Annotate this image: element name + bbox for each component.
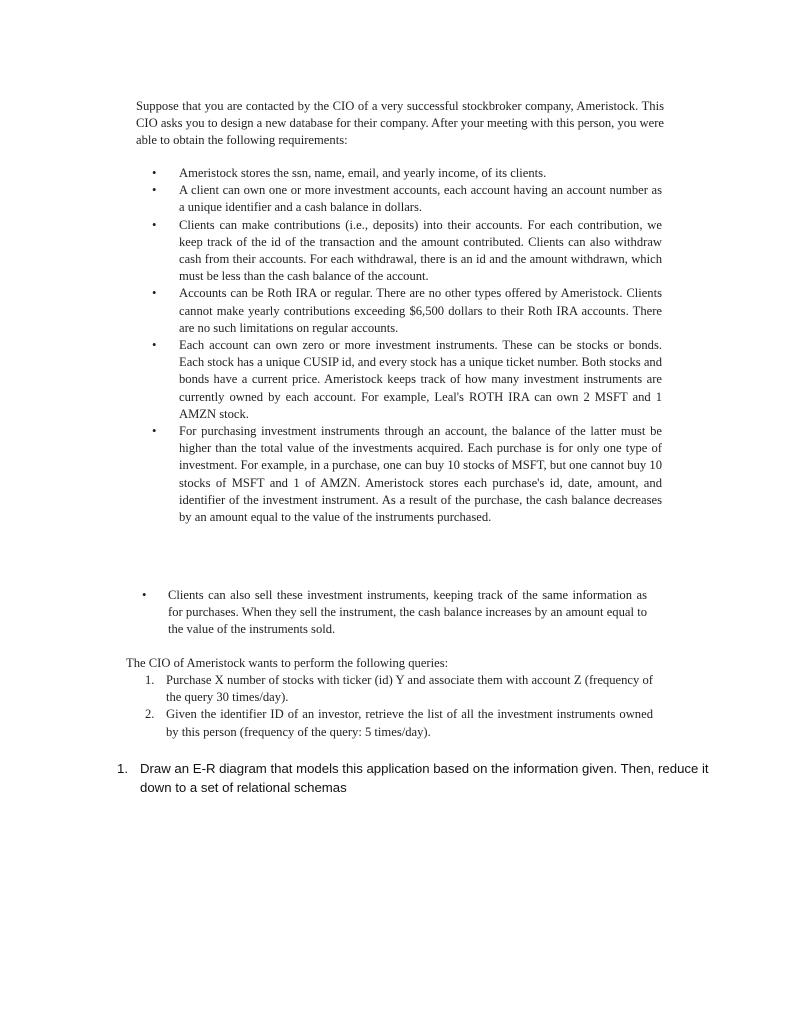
query-number: 1.: [145, 673, 155, 687]
queries-heading: The CIO of Ameristock wants to perform the following queries:: [126, 656, 449, 670]
query-text: Purchase X number of stocks with ticker (id) Y and associate them with account Z (frequency of the query 30 times/day).: [166, 673, 653, 705]
list-item: • Accounts can be Roth IRA or regular. There are no other types offered by Ameristock. Clients cannot make yearly contributions exceeding $6,500 dollars to their Roth IRA accounts. There are no such limitations on regular accounts.: [152, 286, 662, 335]
queries-list: [145, 672, 653, 741]
list-item: • Each account can own zero or more investment instruments. These can be stocks or bonds. Each stock has a unique CUSIP id, and every stock has a unique ticket number. Both stocks and bonds have a current price. Ameristock keeps track of how many investment instruments are currently owned by each account. For example, Leal's ROTH IRA can own 2 MSFT and 1 AMZN stock.: [152, 338, 662, 421]
bullet-icon: •: [152, 217, 157, 232]
intro-paragraph: Suppose that you are contacted by the CIO of a very successful stockbroker company, Ameristock. This CIO asks you to design a new database for their company. After your meeting with this person, you were able to obtain the following requirements:: [136, 99, 664, 148]
list-item: [145, 672, 653, 706]
list-item: • Clients can also sell these investment instruments, keeping track of the same information as for purchases. When they sell the instrument, the cash balance increases by an amount equal to the value of the instruments sold.: [142, 588, 647, 637]
query-number: 2.: [145, 707, 155, 722]
list-item: [145, 706, 653, 740]
bullet-icon: •: [142, 588, 147, 602]
task-text: Draw an E-R diagram that models this application based on the information given. Then, reduce it down to a set of relational schemas: [140, 761, 709, 795]
task-question: [117, 759, 717, 797]
list-item: • A client can own one or more investment accounts, each account having an account number as a unique identifier and a cash balance in dollars.: [152, 183, 662, 215]
sell-requirement-list: [142, 587, 647, 639]
bullet-icon: •: [152, 338, 157, 353]
task-number: 1.: [117, 761, 128, 776]
query-text: Given the identifier ID of an investor, retrieve the list of all the investment instruments owned by this person (frequency of the query: 5 times/day).: [166, 707, 653, 739]
requirements-list: [152, 165, 662, 526]
bullet-icon: •: [152, 424, 157, 439]
bullet-icon: •: [152, 286, 157, 301]
bullet-icon: •: [152, 166, 157, 180]
bullet-icon: •: [152, 183, 157, 198]
list-item: • For purchasing investment instruments through an account, the balance of the latter must be higher than the total value of the investments acquired. Each purchase is for only one type of investment. For example, in a purchase, one can buy 10 stocks of MSFT, but one cannot buy 10 stocks of MSFT and 1 of AMZN. Ameristock stores each purchase's id, date, amount, and identifier of the investment instrument. As a result of the purchase, the cash balance decreases by an amount equal to the value of the instruments purchased.: [152, 424, 662, 525]
list-item: • Clients can make contributions (i.e., deposits) into their accounts. For each contribution, we keep track of the id of the transaction and the amount contributed. Clients can also withdraw cash from their accounts. For each withdrawal, there is an id and the amount withdrawn, which must be less than the cash balance of the account.: [152, 217, 662, 284]
list-item: • Ameristock stores the ssn, name, email, and yearly income, of its clients.: [152, 165, 662, 182]
